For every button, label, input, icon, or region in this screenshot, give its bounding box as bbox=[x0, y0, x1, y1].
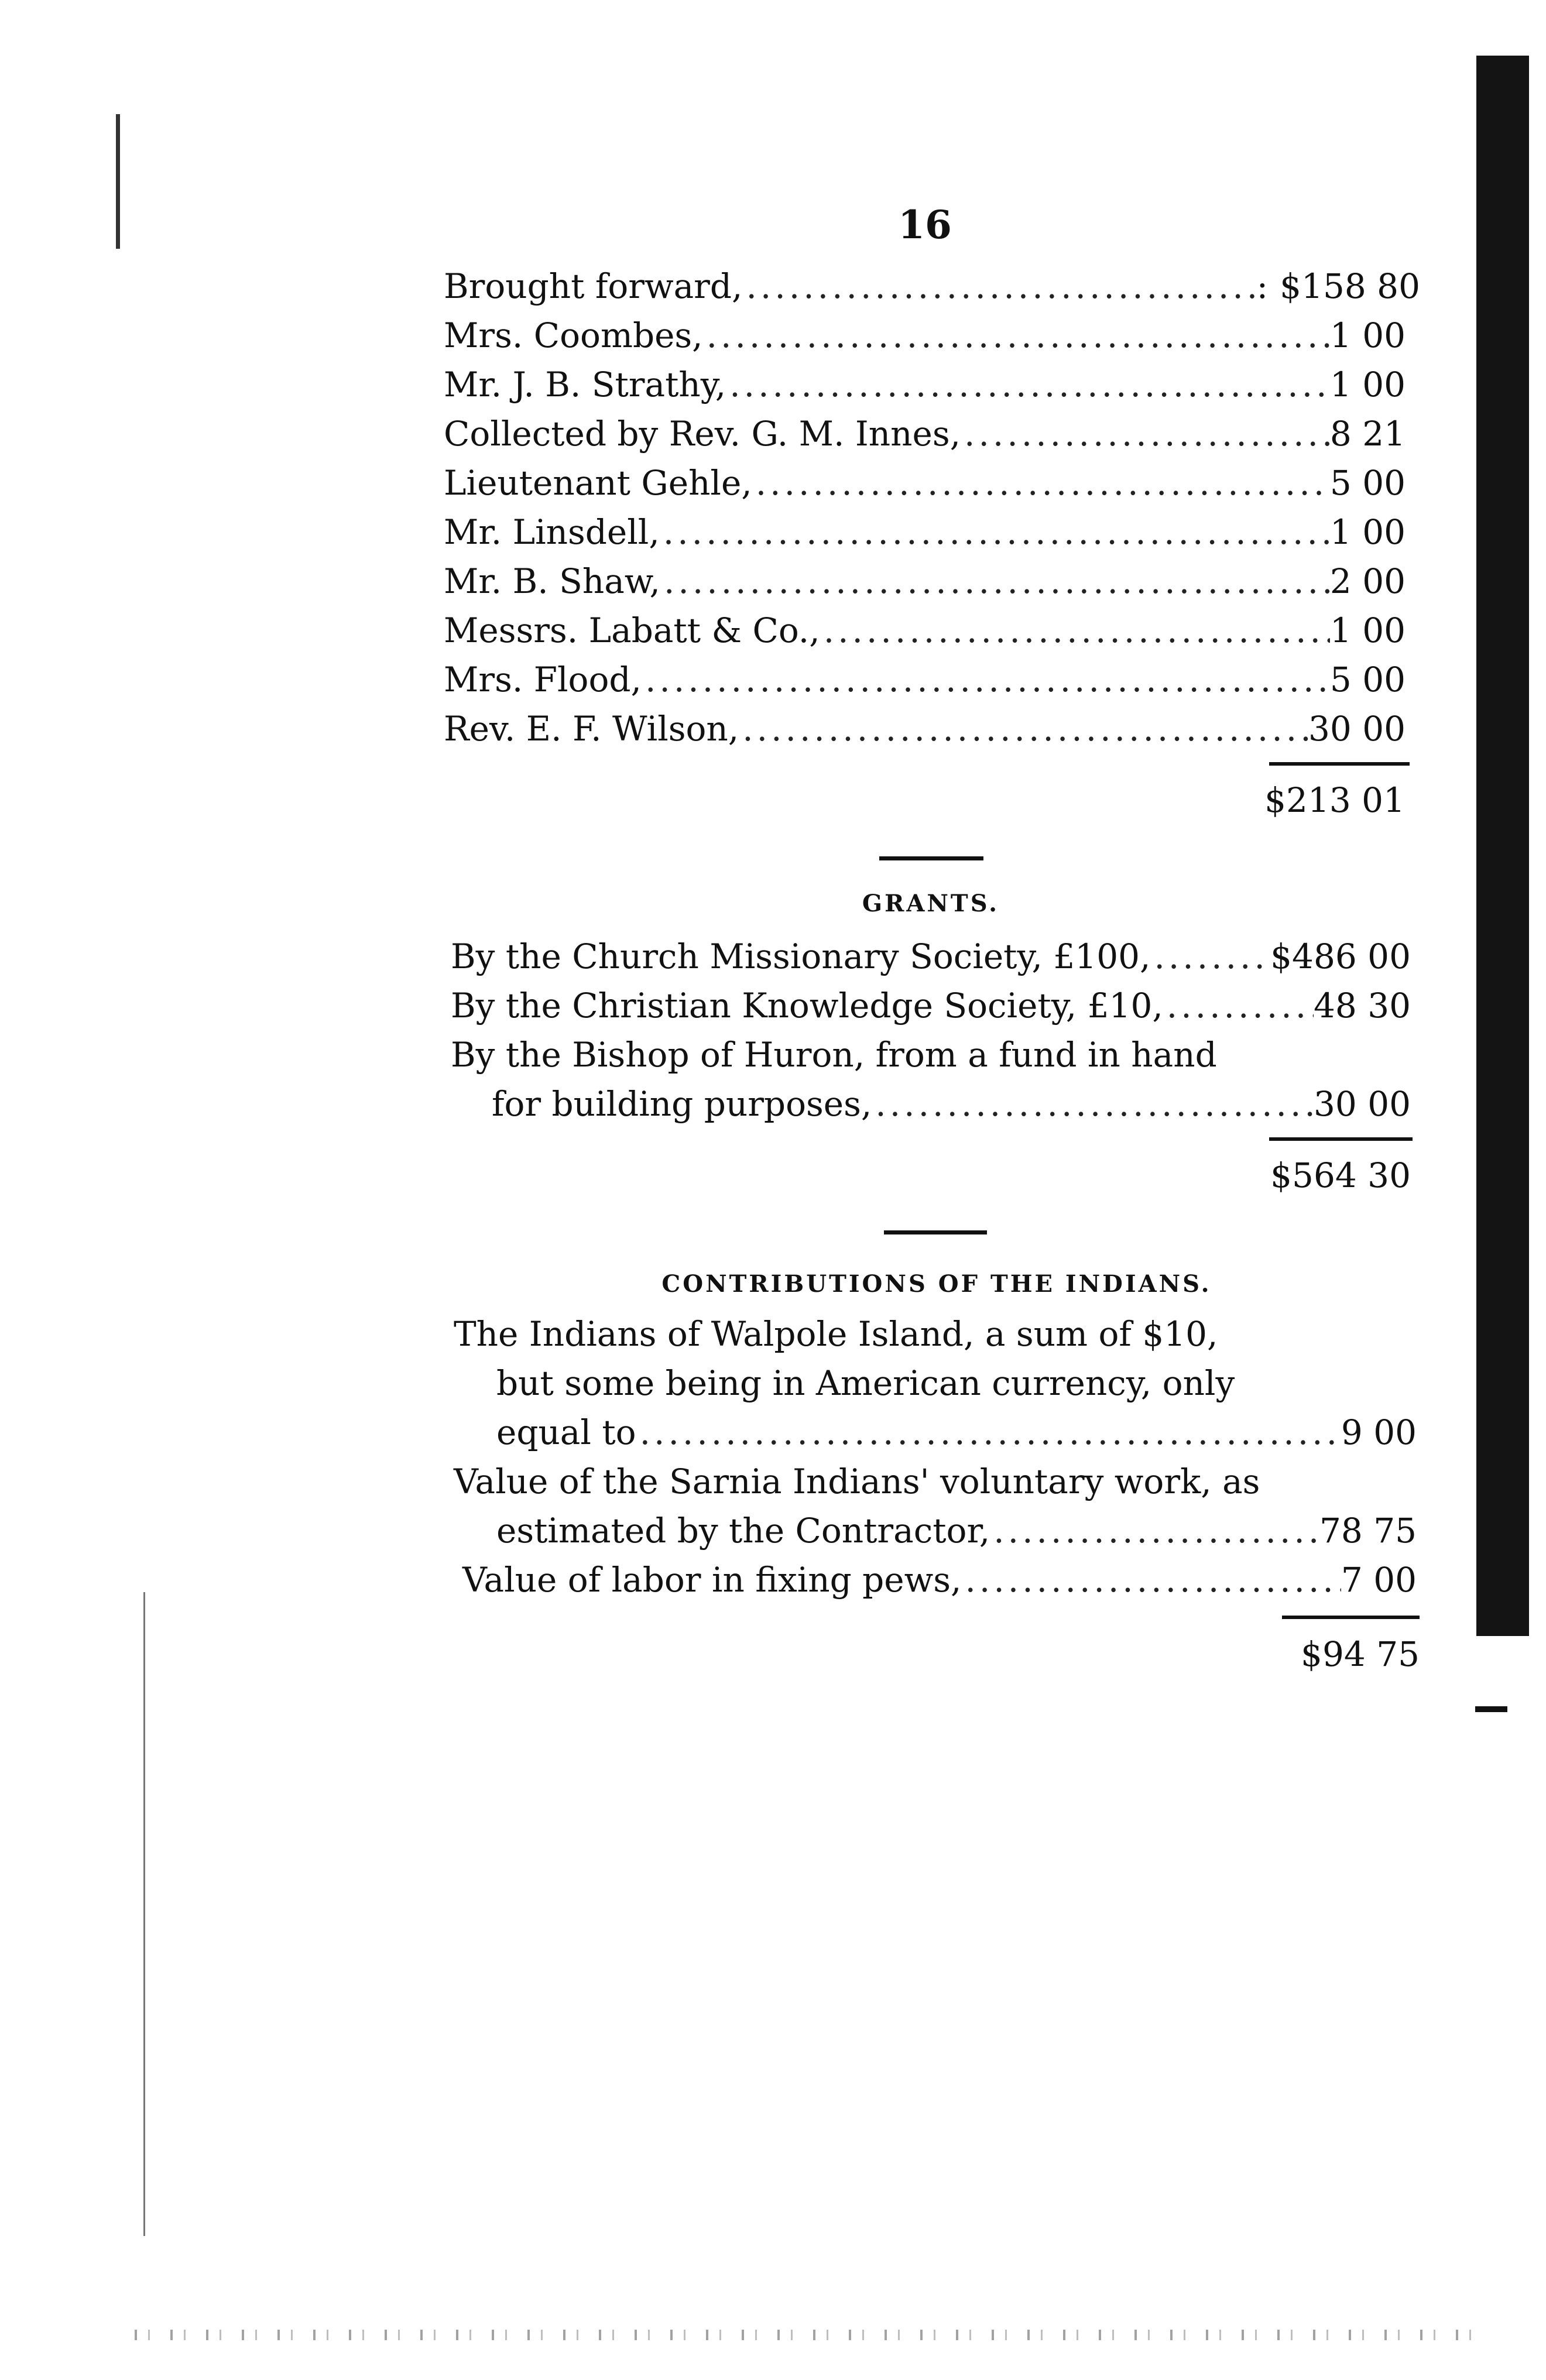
contribution-text-line: Value of the Sarnia Indians' voluntary work, as bbox=[454, 1462, 1260, 1501]
leader-dots bbox=[636, 1412, 1341, 1452]
row-amount: 48 30 bbox=[1313, 986, 1411, 1026]
row-amount: 1 00 bbox=[1329, 315, 1406, 355]
row-amount: 5 00 bbox=[1329, 660, 1406, 699]
row-label: Mr. B. Shaw, bbox=[444, 561, 660, 601]
row-amount: 1 00 bbox=[1329, 365, 1406, 404]
scan-noise bbox=[135, 2330, 1481, 2340]
row-amount: 2 00 bbox=[1329, 561, 1406, 601]
row-label: equal to bbox=[496, 1412, 636, 1452]
ledger-row bbox=[496, 1412, 1417, 1452]
row-label: Lieutenant Gehle, bbox=[444, 463, 752, 503]
row-label: Brought forward, bbox=[444, 266, 743, 306]
row-amount: 78 75 bbox=[1319, 1511, 1417, 1551]
sum-rule bbox=[1282, 1616, 1420, 1619]
row-amount: 30 00 bbox=[1308, 709, 1406, 749]
row-amount: $486 00 bbox=[1270, 937, 1411, 976]
binding-edge-shadow bbox=[1476, 56, 1529, 1636]
row-amount: 30 00 bbox=[1313, 1084, 1411, 1124]
row-amount: 8 21 bbox=[1329, 414, 1406, 454]
row-amount: 7 00 bbox=[1341, 1560, 1417, 1600]
row-label: Mrs. Flood, bbox=[444, 660, 642, 699]
leader-dots bbox=[961, 1560, 1341, 1600]
row-label: Mrs. Coombes, bbox=[444, 315, 703, 355]
row-amount: $158 80 bbox=[1280, 266, 1420, 306]
row-label: Mr. Linsdell, bbox=[444, 512, 660, 552]
margin-mark bbox=[116, 114, 120, 249]
leader-dots bbox=[990, 1511, 1319, 1551]
edge-mark bbox=[1475, 1706, 1507, 1712]
margin-mark bbox=[143, 1592, 145, 2236]
indians-heading: CONTRIBUTIONS OF THE INDIANS. bbox=[661, 1270, 1212, 1298]
page-number: 16 bbox=[898, 202, 952, 248]
row-label: By the Christian Knowledge Society, £10, bbox=[451, 986, 1163, 1026]
grants-total: $564 30 bbox=[1270, 1155, 1411, 1195]
contribution-text-line: The Indians of Walpole Island, a sum of $10, bbox=[454, 1314, 1218, 1354]
row-label: estimated by the Contractor, bbox=[496, 1511, 990, 1551]
subscriptions-total: $213 01 bbox=[1264, 780, 1405, 820]
row-label: Value of labor in fixing pews, bbox=[462, 1560, 962, 1600]
row-amount: 5 00 bbox=[1329, 463, 1406, 503]
row-amount: 1 00 bbox=[1329, 611, 1406, 650]
ledger-row bbox=[462, 1560, 1417, 1600]
row-label: By the Church Missionary Society, £100, bbox=[451, 937, 1151, 976]
contribution-text-line: but some being in American currency, only bbox=[496, 1363, 1235, 1403]
indians-total: $94 75 bbox=[1301, 1634, 1420, 1674]
row-amount: 9 00 bbox=[1341, 1412, 1417, 1452]
row-sep: : bbox=[1256, 266, 1269, 306]
row-amount: 1 00 bbox=[1329, 512, 1406, 552]
row-label: Messrs. Labatt & Co., bbox=[444, 611, 820, 650]
row-label: Collected by Rev. G. M. Innes, bbox=[444, 414, 961, 454]
ledger-row bbox=[496, 1511, 1417, 1551]
grants-heading: GRANTS. bbox=[862, 890, 1000, 917]
row-label: for building purposes, bbox=[492, 1084, 872, 1124]
grant-text-line: By the Bishop of Huron, from a fund in hand bbox=[451, 1035, 1217, 1075]
row-label: Mr. J. B. Strathy, bbox=[444, 365, 726, 404]
row-label: Rev. E. F. Wilson, bbox=[444, 709, 739, 749]
